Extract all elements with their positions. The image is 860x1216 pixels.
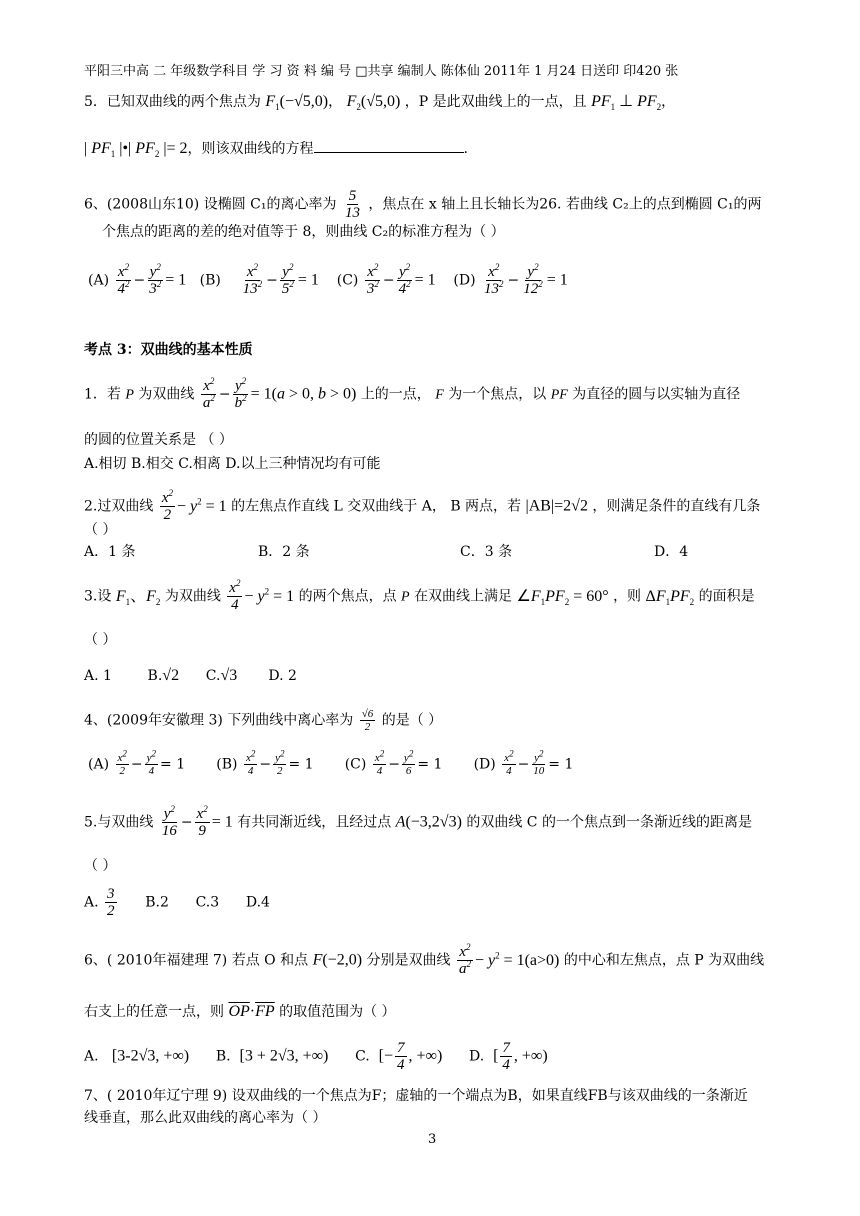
q1-text5: 为直径的圆与以实轴为直径: [572, 386, 741, 403]
q3-opt-a: A. 1: [84, 668, 112, 684]
q6b-text1: 6、( 2010年福建理 7) 若点 O 和点: [84, 952, 309, 969]
q4-text1: 4、(2009年安徽理 3) 下列曲线中离心率为: [84, 712, 354, 729]
q6b-line1: 6、( 2010年福建理 7) 若点 O 和点 F(−2,0) 分别是双曲线 $\frac{x^2}{a^2}$ − $y^2 = 1(a>0)$ 的中心和左焦点，点 P 为双曲线: [84, 942, 765, 977]
q2-opt-b: B．2 条: [258, 544, 310, 560]
q2-text2: 的左焦点作直线 L 交双曲线于 A， B 两点，若: [231, 498, 522, 515]
q6a-line1: 6、(2008山东10) 设椭圆 C₁的离心率为 $\frac{5}{13}$ ，焦点在 x 轴上且长轴长为26. 若曲线 C₂上的点到椭圆 C₁的两: [84, 188, 762, 221]
q4-options: (A) $\frac{x^2}{2}$ − $\frac{y^2}{4}$ = 1 (B) $\frac{x^2}{4}$ − $\frac{y^2}{2}$ = 1 (C) $\frac{x^2}{4}$ − $\frac{y^2}{6}$ = 1 (D) $\frac{x^2}{4}$ − $\frac{y^2}{10}$ = 1: [88, 748, 574, 777]
q3-text5: ，则: [613, 588, 642, 605]
q7-line2: 线垂直，那么此双曲线的离心率为（ ）: [84, 1110, 327, 1126]
q2-text3: ，则满足条件的直线有几条: [592, 498, 761, 515]
q5b-line1: 5.与双曲线 $\frac{y^2}{16}$ − $\frac{x^2}{9}$ = 1 有共同渐近线，且经过点 A(−3,2√3) 的双曲线 C 的一个焦点到一条渐近线的距离是: [84, 804, 752, 839]
q6a-text1: 6、(2008山东10) 设椭圆 C₁的离心率为: [84, 196, 337, 213]
q5b-text2: 有共同渐近线，且经过点: [237, 814, 392, 831]
q5b-opt-a: A.: [84, 894, 99, 911]
answer-blank: [314, 138, 464, 153]
q6a-line2: 个焦点的距离的差的绝对值等于 8，则曲线 C₂的标准方程为（ ）: [102, 224, 505, 240]
q5a-text3: ，则该双曲线的方程: [187, 141, 314, 157]
q3-text1: 3.设: [84, 588, 112, 605]
page-number: 3: [428, 1132, 437, 1147]
q1-line2: 的圆的位置关系是 （ ）: [84, 432, 233, 448]
q4-text2: 的是（ ）: [381, 712, 443, 729]
q2-line2: （ ）: [84, 522, 117, 538]
q6a-opt-a: (A): [88, 272, 110, 289]
q7-line1: 7、( 2010年辽宁理 9) 设双曲线的一个焦点为F；虚轴的一个端点为B，如果直线FB与该双曲线的一条渐近: [84, 1088, 748, 1104]
q6b-text2: 分别是双曲线: [366, 952, 451, 969]
q4-line1: 4、(2009年安徽理 3) 下列曲线中离心率为 $\frac{√6}{2}$ 的是（ ）: [84, 708, 443, 733]
q1-text2: 为双曲线: [138, 386, 195, 403]
q3-text4: 在双曲线上满足: [414, 588, 513, 605]
q3-text2: 为双曲线: [164, 588, 221, 605]
q2-opt-d: D．4: [654, 544, 689, 560]
q3-opt-d: D. 2: [268, 668, 297, 684]
q6a-opt-c: (C): [336, 272, 359, 289]
q6a-text2: ，焦点在 x 轴上且长轴长为26. 若曲线 C₂上的点到椭圆 C₁的两: [368, 196, 762, 213]
q5b-text3: 的双曲线 C 的一个焦点到一条渐近线的距离是: [466, 814, 752, 831]
q4-opt-c: (C): [344, 756, 367, 773]
q6b-text3: 的中心和左焦点，点 P 为双曲线: [563, 952, 765, 969]
q3-text6: 的面积是: [698, 588, 755, 605]
q1-options: A.相切 B.相交 C.相离 D.以上三种情况均有可能: [84, 456, 381, 472]
q3-line1: 3.设 $F_1$、$F_2$ 为双曲线 $\frac{x^2}{4}$ − $y^2 = 1$ 的两个焦点，点 P 在双曲线上满足 $\angle F_1PF_2 = 60^\circ$ ，则 $\Delta F_1PF_2$ 的面积是: [84, 578, 755, 613]
q6b-options: A. [3-2√3, +∞) B. [3 + 2√3, +∞) C. [− $\frac{7}{4}$ , +∞) D. [ $\frac{7}{4}$ , +∞): [84, 1040, 548, 1073]
q6a-options: (A) $\frac{x^2}{4^2}$ − $\frac{y^2}{3^2}$ = 1 (B) $\frac{x^2}{13^2}$ − $\frac{y^2}{5^2}$ = 1 (C) $\frac{x^2}{3^2}$ − $\frac{y^2}{4^2}$ = 1 (D) $\frac{x^2}{13^2}$ − $\frac{y^2}{12^2}$ = 1: [88, 262, 568, 297]
q2-line1: 2.过双曲线 $\frac{x^2}{2}$ − $y^2 = 1$ 的左焦点作直线 L 交双曲线于 A， B 两点，若 |AB|=2√2 ，则满足条件的直线有几条: [84, 488, 761, 523]
q4-opt-d: (D): [473, 756, 496, 773]
q1-text3: 上的一点，: [360, 386, 431, 403]
q5b-line2: （ ）: [84, 858, 117, 874]
q3-opt-b: B.: [147, 668, 163, 684]
q1-text1: 1．若: [84, 386, 121, 403]
q6b-line2: 右支上的任意一点，则 $\overline{OP}\cdot\overline{FP}$ 的取值范围为（ ）: [84, 1003, 396, 1020]
q3-text3: 的两个焦点，点: [298, 588, 397, 605]
q3-opt-c: C.: [205, 668, 221, 684]
q2-opt-a: A．1 条: [84, 544, 136, 560]
q1-text4: 为一个焦点，以: [448, 386, 547, 403]
q6b-opt-d: D.: [468, 1048, 485, 1065]
q6b-text4: 右支上的任意一点，则: [84, 1004, 224, 1020]
q4-opt-b: (B): [216, 756, 238, 773]
q6a-opt-b: (B): [199, 272, 221, 289]
q3-line2: （ ）: [84, 632, 117, 648]
q5a-text2: ，P 是此双曲线上的一点，且: [404, 94, 587, 110]
q5b-opt-b: B.2: [145, 894, 169, 911]
q1-line1: 1．若 P 为双曲线 $\frac{x^2}{a^2}$ − $\frac{y^2}{b^2}$ = 1(a > 0, b > 0) 上的一点， F 为一个焦点，以 PF 为直径的圆与以实轴为直径: [84, 376, 741, 411]
q5b-opt-c: C.3: [195, 894, 220, 911]
q5b-options: A. $\frac{3}{2}$ B.2 C.3 D.4: [84, 886, 270, 919]
page-header: 平阳三中高 二 年级数学科目 学 习 资 料 编 号 □共享 编制人 陈体仙 2011年 1 月24 日送印 印420 张: [84, 64, 679, 79]
q2-text1: 2.过双曲线: [84, 498, 154, 515]
q4-opt-a: (A): [88, 756, 110, 773]
q6a-opt-d: (D): [453, 272, 476, 289]
q6b-opt-a: A.: [84, 1048, 99, 1065]
q2-opt-c: C．3 条: [460, 544, 513, 560]
q5a-text1: 5．已知双曲线的两个焦点为: [84, 94, 261, 110]
q6b-opt-b: B.: [215, 1048, 231, 1065]
section-title: 考点 3：双曲线的基本性质: [84, 342, 253, 358]
q5a-line2: | $PF_1$ |•| $PF_2$ |= 2，则该双曲线的方程 .: [84, 140, 468, 160]
q3-options: A. 1 B.√2 C.√3 D. 2: [84, 667, 297, 684]
q6b-opt-c: C.: [355, 1048, 370, 1065]
q5b-text1: 5.与双曲线: [84, 814, 154, 831]
q5b-opt-d: D.4: [245, 894, 270, 911]
q5a-line1: 5．已知双曲线的两个焦点为 $F_1(-√5,0)$， $F_2(√5,0)$ ，P 是此双曲线上的一点，且 $PF_1$ ⊥ $PF_2$，: [84, 93, 676, 113]
q6b-text5: 的取值范围为（ ）: [279, 1004, 396, 1020]
